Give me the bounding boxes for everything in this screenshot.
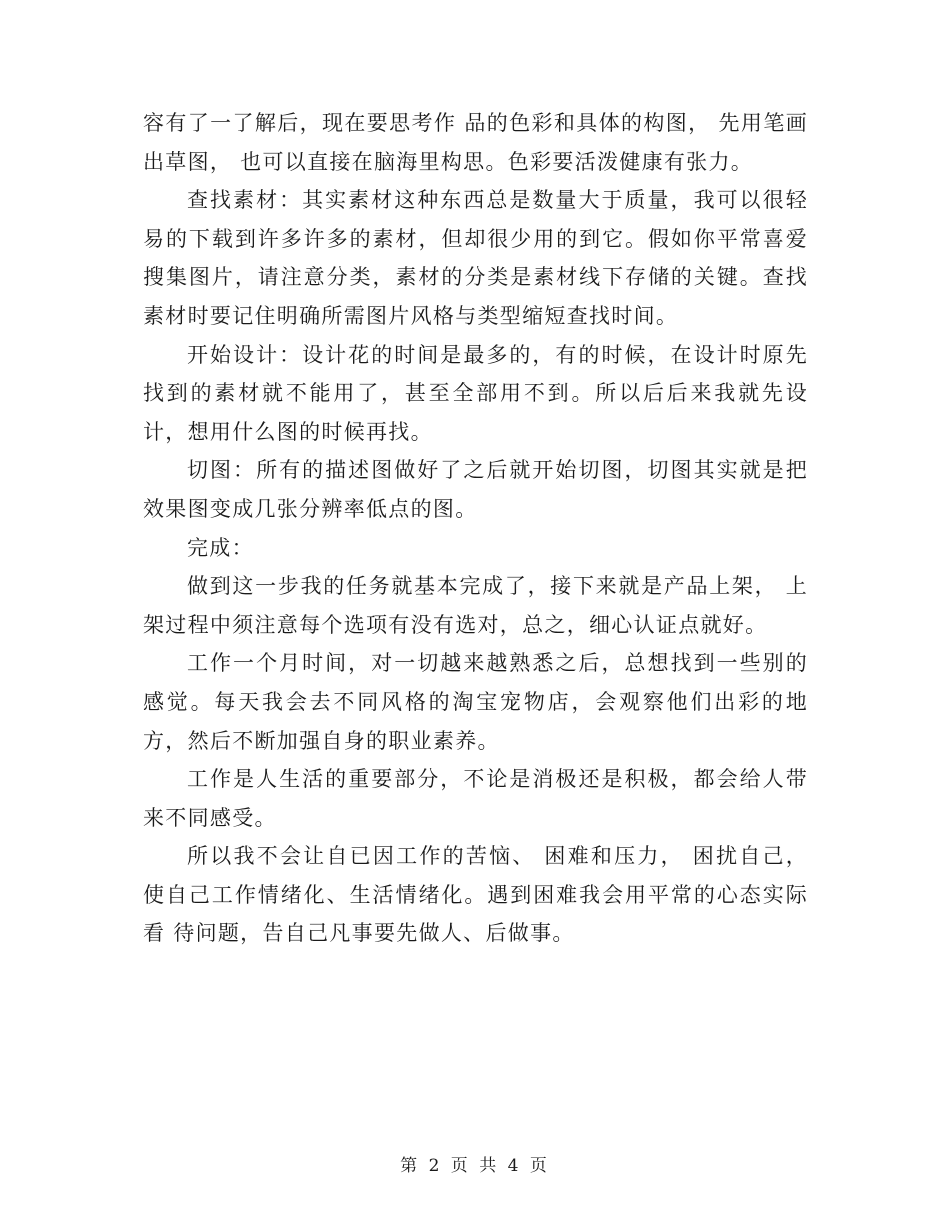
document-body bbox=[143, 104, 808, 953]
paragraph-2: 查找素材：其实素材这种东西总是数量大于质量，我可以很轻易的下载到许多许多的素材，但却很少用的到它。假如你平常喜爱搜集图片，请注意分类，素材的分类是素材线下存储的关键。查找素材时要记住明确所需图片风格与类型缩短查找时间。 bbox=[143, 188, 808, 328]
paragraph-8: 工作是人生活的重要部分，不论是消极还是积极，都会给人带来不同感受。 bbox=[143, 767, 808, 830]
paragraph-3: 开始设计：设计花的时间是最多的，有的时候，在设计时原先找到的素材就不能用了，甚至全部用不到。所以后后来我就先设计，想用什么图的时候再找。 bbox=[143, 342, 808, 444]
paragraph-9: 所以我不会让自已因工作的苦恼、 困难和压力， 困扰自己， 使自己工作情绪化、生活情绪化。遇到困难我会用平常的心态实际看 待问题，告自己凡事要先做人、后做事。 bbox=[143, 844, 808, 946]
paragraph-5: 完成： bbox=[187, 535, 254, 560]
paragraph-4: 切图：所有的描述图做好了之后就开始切图，切图其实就是把效果图变成几张分辨率低点的图。 bbox=[143, 458, 808, 521]
paragraph-7: 工作一个月时间，对一切越来越熟悉之后，总想找到一些别的感觉。每天我会去不同风格的淘宝宠物店，会观察他们出彩的地方，然后不断加强自身的职业素养。 bbox=[143, 651, 808, 753]
paragraph-1: 容有了一了解后，现在要思考作 品的色彩和具体的构图， 先用笔画出草图， 也可以直接在脑海里构思。色彩要活泼健康有张力。 bbox=[143, 111, 808, 174]
page-number-footer: 第 2 页 共 4 页 bbox=[400, 1156, 550, 1176]
paragraph-6: 做到这一步我的任务就基本完成了，接下来就是产品上架， 上架过程中须注意每个选项有没有选对，总之，细心认证点就好。 bbox=[143, 574, 808, 637]
